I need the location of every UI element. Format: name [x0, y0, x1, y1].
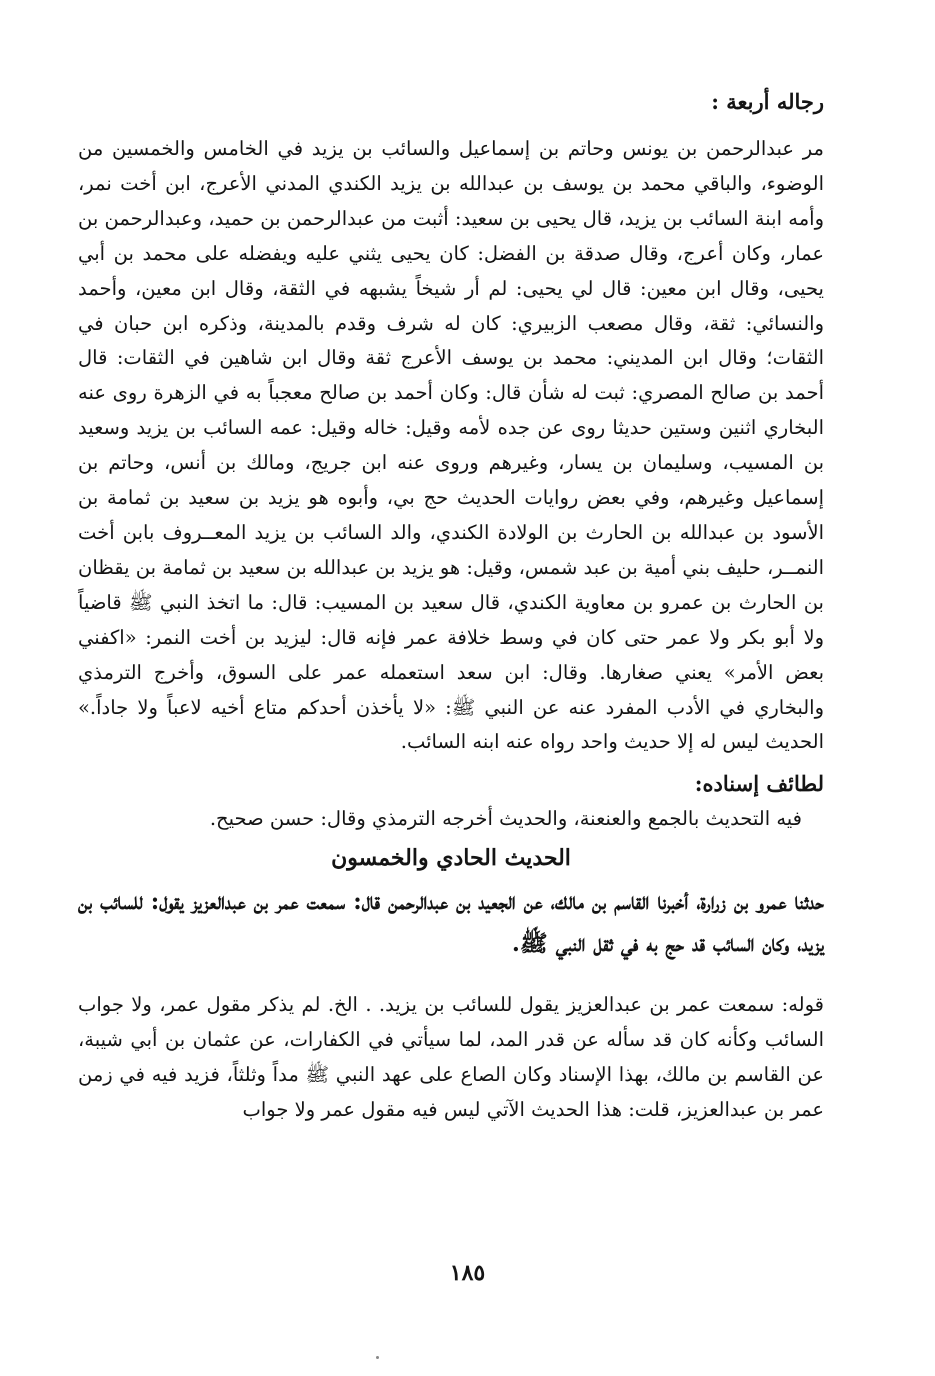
narrators-heading: رجاله أربعة : [711, 89, 824, 114]
commentary-paragraph: قوله: سمعت عمر بن عبدالعزيز يقول للسائب بن يزيد. . الخ. لم يذكر مقول عمر، ولا جواب السائب وكأنه كان قد سأله عن قدر المد، لما سيأتي في الكفارات، عن عثمان بن أبي شيبة، عن القاسم بن مالك، بهذا الإسناد وكان الصاع على عهد النبي ﷺ مداً وثلثاً، فزيد فيه في زمن عمر بن عبدالعزيز، قلت: هذا الحديث الآتي ليس فيه مقول عمر ولا جواب [78, 993, 824, 1122]
lataif-heading: لطائف إسناده: [694, 771, 824, 797]
scan-speck [376, 1356, 379, 1359]
page-number: ١٨٥ [449, 1260, 486, 1286]
lataif-text: فيه التحديث بالجمع والعنعنة، والحديث أخرجه الترمذي وقال: حسن صحيح. [209, 807, 802, 831]
hadith-text: حدثنا عمرو بن زرارة، أخبرنا القاسم بن مالك، عن الجعيد بن عبدالرحمن قال: سمعت عمر بن عبدالعزيز يقول: للسائب بن يزيد، وكان السائب قد حج به في ثقل النبي ﷺ. [78, 888, 824, 958]
section-title: الحديث الحادي والخمسون [331, 845, 571, 872]
page-content [78, 84, 824, 1127]
narrators-paragraph: مر عبدالرحمن بن يونس وحاتم بن إسماعيل والسائب بن يزيد في الخامس والخمسين من الوضوء، والباقي محمد بن يوسف بن عبدالله بن يزيد الكندي المدني الأعرج، ابن أخت نمر، وأمه ابنة السائب بن يزيد، قال يحيى بن سعيد: أثبت من عبدالرحمن بن حميد، وعبدالرحمن بن عمار، وكان أعرج، وقال صدقة بن الفضل: كان يحيى يثني عليه ويفضله على محمد بن أبي يحيى، وقال ابن معين: قال لي يحيى: لم أر شيخاً يشبهه في الثقة، وقال ابن معين، وأحمد والنسائي: ثقة، وقال مصعب الزبيري: كان له شرف وقدم بالمدينة، وذكره ابن حبان في الثقات؛ وقال ابن المديني: محمد بن يوسف الأعرج ثقة وقال ابن شاهين في الثقات: قال أحمد بن صالح المصري: ثبت له شأن قال: وكان أحمد بن صالح معجباً به في الزهرة روى عنه البخاري اثنين وستين حديثا روى عن جده لأمه وقيل: خاله وقيل: عمه السائب بن يزيد وسعيد بن المسيب، وسليمان بن يسار، وغيرهم وروى عنه ابن جريج، ومالك بن أنس، وحاتم بن إسماعيل وغيرهم، وفي بعض روايات الحديث حج بي، وأبوه هو يزيد بن سعيد بن ثمامة بن الأسود بن عبدالله بن الحارث بن الولادة الكندي، والد السائب بن يزيد المعــروف بابن أخت النمــر، حليف بني أمية بن عبد شمس، وقيل: هو يزيد بن عبدالله بن سعيد بن ثمامة بن يقظان بن الحارث بن عمرو بن معاوية الكندي، قال سعيد بن المسيب: قال: ما اتخذ النبي ﷺ قاضياً ولا أبو بكر ولا عمر حتى كان في وسط خلافة عمر فإنه قال: ليزيد بن أخت النمر: «اكفني بعض الأمر» يعني صغارها. وقال: ابن سعد استعمله عمر على السوق، وأخرج الترمذي والبخاري في الأدب المفرد عنه عن النبي ﷺ: «لا يأخذن أحدكم متاع أخيه لاعباً ولا جاداً.» الحديث ليس له إلا حديث واحد رواه عنه ابنه السائب. [78, 137, 825, 754]
